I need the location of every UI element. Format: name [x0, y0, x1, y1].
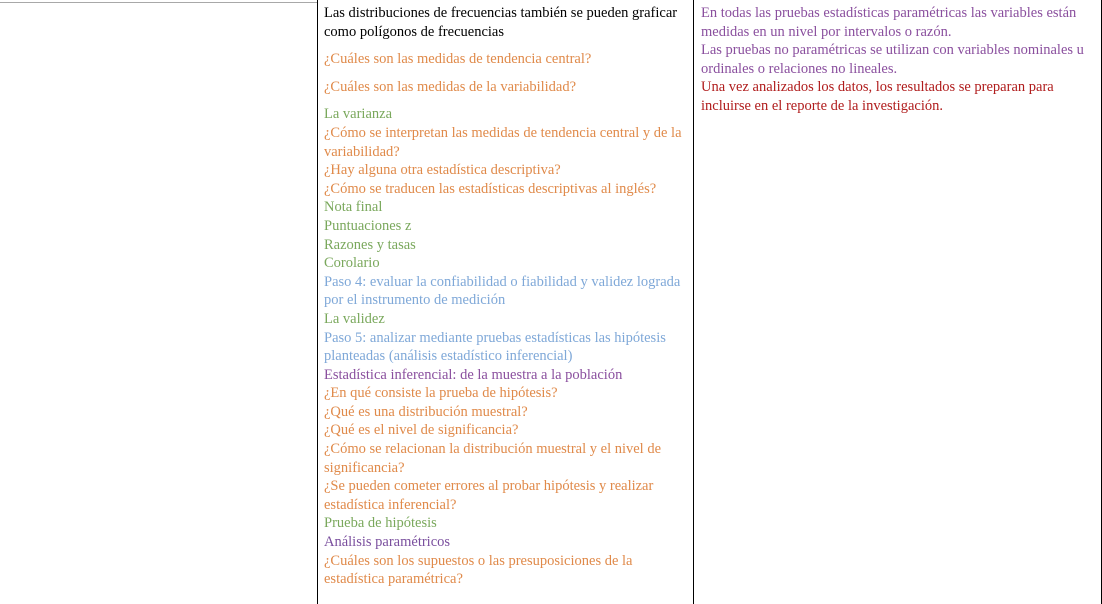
outline-entry: Análisis paramétricos: [324, 534, 451, 551]
outline-entry: Paso 4: evaluar la confiabilidad o fiabilidad y validez lograda por el instrumento de medición: [324, 273, 681, 309]
outline-entry: ¿Cuáles son los supuestos o las presuposiciones de la estadística paramétrica?: [324, 552, 633, 588]
outline-entry: Prueba de hipótesis: [324, 515, 437, 532]
table-cell-right: [694, 0, 1102, 604]
table-cell-left: [0, 0, 317, 604]
outline-entry: Nota final: [324, 199, 383, 216]
outline-entry: ¿En qué consiste la prueba de hipótesis?: [324, 385, 558, 402]
note-paragraph: Las pruebas no paramétricas se utilizan con variables nominales u ordinales o relaciones no lineales.: [701, 42, 1084, 77]
outline-entry: ¿Cuáles son las medidas de la variabilidad?: [324, 78, 577, 95]
outline-entry: La varianza: [324, 106, 393, 123]
top-horizontal-rule: [0, 2, 317, 3]
outline-entry: ¿Qué es el nivel de significancia?: [324, 422, 519, 439]
outline-entry: ¿Cómo se interpretan las medidas de tendencia central y de la variabilidad?: [324, 124, 682, 160]
paragraph-spacer: [324, 96, 687, 105]
outline-entry: Corolario: [324, 255, 380, 272]
outline-entry: Razones y tasas: [324, 236, 416, 253]
paragraph-spacer: [324, 41, 687, 50]
paragraph-spacer: [324, 69, 687, 78]
table-cell-middle: [317, 0, 694, 604]
outline-entry: ¿Cuáles son las medidas de tendencia central?: [324, 51, 592, 68]
note-paragraph: Una vez analizados los datos, los resultados se preparan para incluirse en el reporte de la investigación.: [701, 79, 1054, 114]
outline-entry: ¿Qué es una distribución muestral?: [324, 403, 528, 420]
outline-entry: ¿Cómo se relacionan la distribución muestral y el nivel de significancia?: [324, 441, 662, 476]
note-paragraph: En todas las pruebas estadísticas paramétricas las variables están medidas en un nivel por intervalos o razón.: [701, 5, 1077, 40]
outline-entry: Paso 5: analizar mediante pruebas estadísticas las hipótesis planteadas (análisis estadístico inferencial): [324, 329, 666, 365]
outline-entry: ¿Se pueden cometer errores al probar hipótesis y realizar estadística inferencial?: [324, 478, 654, 513]
outline-entry: Las distribuciones de frecuencias también se pueden graficar como polígonos de frecuencias: [324, 5, 678, 40]
outline-entry: La validez: [324, 310, 385, 327]
outline-entry: Estadística inferencial: de la muestra a la población: [324, 366, 623, 383]
outline-entry: Puntuaciones z: [324, 217, 412, 234]
outline-entry: ¿Hay alguna otra estadística descriptiva?: [324, 162, 561, 179]
outline-entry: ¿Cómo se traducen las estadísticas descriptivas al inglés?: [324, 180, 657, 197]
